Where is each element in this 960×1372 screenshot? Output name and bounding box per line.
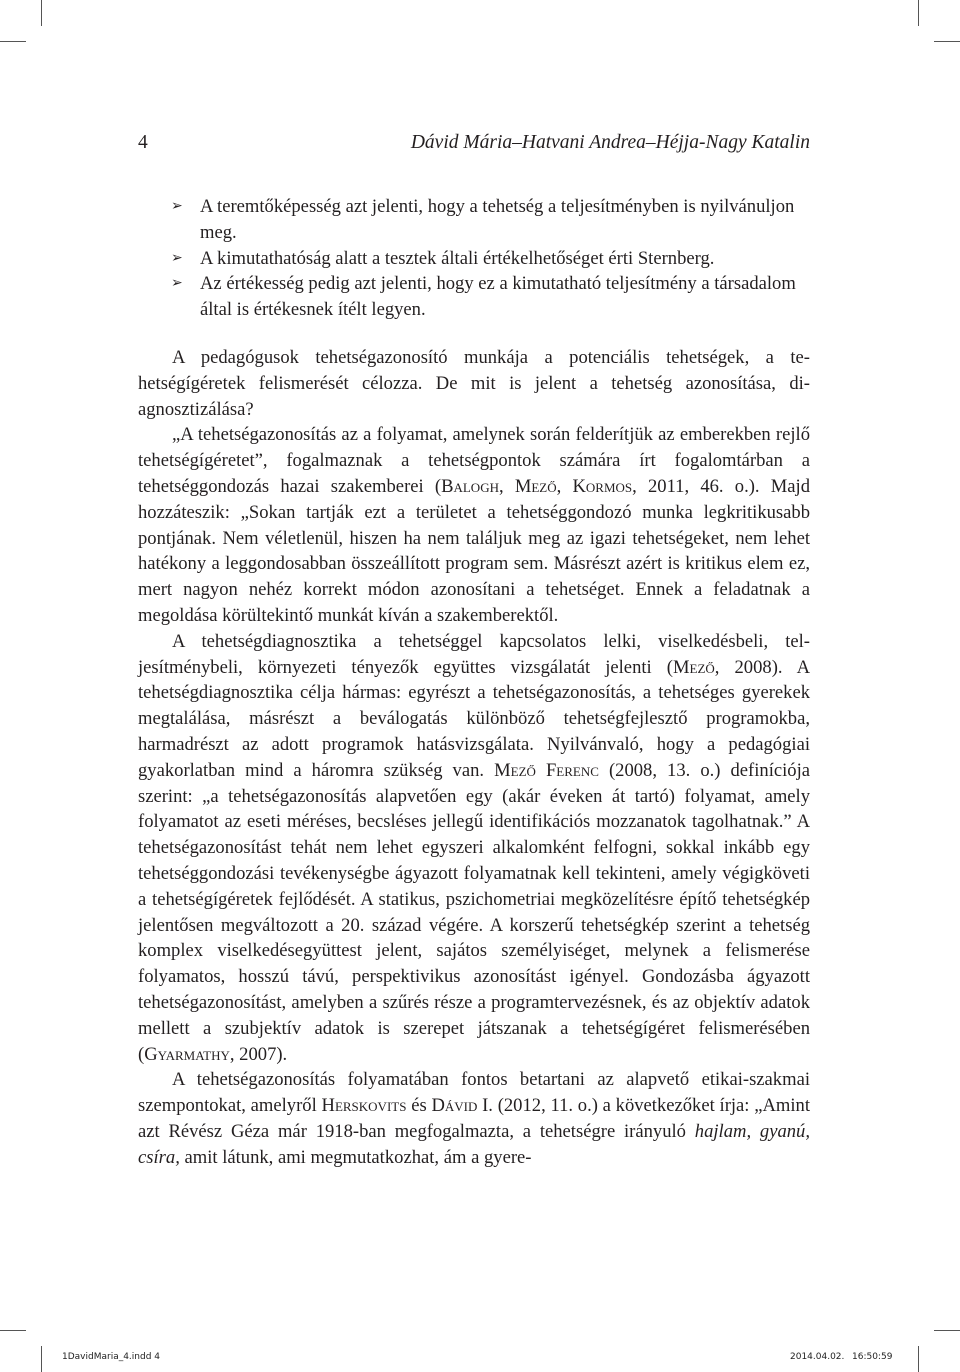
list-item xyxy=(138,271,810,323)
paragraph xyxy=(138,1067,810,1170)
page-number: 4 xyxy=(138,132,148,153)
text-run: , 2008). A tehetségdiagnosztika célja hármas: egyrészt a tehetségazonosítás, a tehetséges gyerekek megtalálása, másrészt a beválogatás különböző tehetségfejlesztő programokba, harmadrészt az adott programok hatásvizsgálata. Nyilvánvaló, hogy a pedagógiai gyakorlatban mind a háromra szükség van. xyxy=(138,656,810,781)
text-run: (2008, 13. o.) definíciója szerint: „a tehetségazonosítás alapvetően egy (akár éveken át tartó) folyamat, amely folyamatot az eseti méréses, becsléses jellegű identifikációs mozzanatok tagolhatnak.” A tehetségazonosítást tehát nem lehet egyszeri alkalomként felfogni, sokkal inkább egy tehetséggondozási tevékenységbe ágyazott folyamatnak kell tekinteni, amely végigköveti a tehetségígéretek fejlődését. A statikus, pszichometriai megközelítésre építő tehetségkép jelentősen megváltozott a 20. század végére. A korszerű tehetségkép szerint a tehetség komplex viselkedésegyüttest jelent, sajátos személyiséget, melynek a felismerése folyamatos, hosszú távú, perspektivikus azonosítást igényel. Gondozásba ágyazott tehetségazonosítást, amelyben a szűrés része a programtervezésnek, és az objektív adatok mellett a szubjektív adatok is szerepet játszanak a tehetségígéret felismerésében ( xyxy=(138,759,811,1065)
arrowhead-bullet-icon: ➢ xyxy=(171,249,183,266)
author-citation: Mező Ferenc xyxy=(494,759,599,781)
crop-mark-top-left-vertical xyxy=(41,0,42,26)
author-citation: Mező xyxy=(672,656,715,678)
list-item xyxy=(138,194,810,246)
italic-term: hajlam, gyanú, csíra, xyxy=(138,1120,810,1168)
crop-mark-bottom-right-horizontal xyxy=(934,1330,960,1331)
crop-mark-top-left-horizontal xyxy=(0,41,26,42)
paragraph: A pedagógusok tehetségazonosító munkája a potenciális tehetségek, a tehetségígéretek felismerését célozza. De mit is jelent a tehetség azonosítása, diagnosztizálása? xyxy=(138,346,810,420)
text-run: , 2011, 46. o.). Majd hozzáteszik: „Sokan tartják ezt a területet a tehetséggondozó munka legkritikusabb pontjának. Nem véletlenül, hiszen ha nem találjuk meg az igazi tehetségeket, nem lehet hatékony a leggondosabban összeállított program sem. Másrészt azért is kritikus elem ez, mert nagyon nehéz korrekt módon azonosítani a tehetséget. Ennek a feladatnak a megoldása körültekintő munkát kíván a szakemberektől. xyxy=(138,475,810,626)
author-citation: Balogh, Mező, Kormos xyxy=(441,475,633,497)
slug-filename: 1DavidMaria_4.indd 4 xyxy=(62,1352,161,1362)
list-item xyxy=(138,246,810,272)
slug-date: 2014.04.02. xyxy=(790,1352,845,1362)
author-citation: Gyarmathy xyxy=(144,1043,230,1065)
text-run: A tehetségdiagnosztika a tehetséggel kapcsolatos lelki, viselkedésbeli, teljesítménybeli, környezeti tényezők együttes vizsgálatát jelenti ( xyxy=(138,630,810,678)
list-item-text: A kimutathatóság alatt a tesztek általi értékelhetőséget érti Sternberg. xyxy=(200,247,715,269)
arrowhead-bullet-icon: ➢ xyxy=(171,275,183,292)
list-item-text: A teremtőképesség azt jelenti, hogy a tehetség a teljesítményben is nyilvánuljon meg. xyxy=(200,196,795,243)
text-run: A tehetségazonosítás folyamatában fontos betartani az alapvető etikai-szakmai szempontokat, amelyről xyxy=(138,1069,810,1117)
text-run: amit látunk, ami megmutatkozhat, ám a gyere- xyxy=(179,1146,532,1168)
bullet-list xyxy=(138,194,810,323)
crop-mark-top-right-vertical xyxy=(918,0,919,26)
crop-mark-bottom-left-horizontal xyxy=(0,1330,26,1331)
author-citation: Herskovits xyxy=(321,1095,407,1117)
arrowhead-bullet-icon: ➢ xyxy=(171,198,183,214)
text-run: , 2007). xyxy=(229,1043,288,1065)
running-header-authors: Dávid Mária–Hatvani Andrea–Héjja-Nagy Katalin xyxy=(410,132,810,153)
body-text xyxy=(138,194,810,1170)
text-run: I. (2012, 11. o.) a következőket írja: „Amint azt Révész Géza már 1918-ban megfogalmazta, a tehetségre irányuló xyxy=(138,1095,810,1142)
print-slug xyxy=(0,1349,960,1365)
text-run: „A tehetségazonosítás az a folyamat, amelynek során felderítjük az emberekben rejlő tehetségígéretet”, fogalmaznak a tehetségpontok számára írt fogalomtárban a tehetséggondozás hazai szakemberei ( xyxy=(138,424,810,497)
list-item-text: Az értékesség pedig azt jelenti, hogy ez a kimutatható teljesítmény a társadalom által is értékesnek ítélt legyen. xyxy=(200,273,796,321)
text-run: és xyxy=(406,1095,432,1117)
crop-mark-top-right-horizontal xyxy=(934,41,960,42)
running-header xyxy=(138,128,810,158)
author-citation: Dávid xyxy=(431,1095,478,1117)
paragraph xyxy=(138,422,810,628)
paragraph xyxy=(138,629,810,1068)
slug-time: 16:50:59 xyxy=(852,1352,893,1362)
